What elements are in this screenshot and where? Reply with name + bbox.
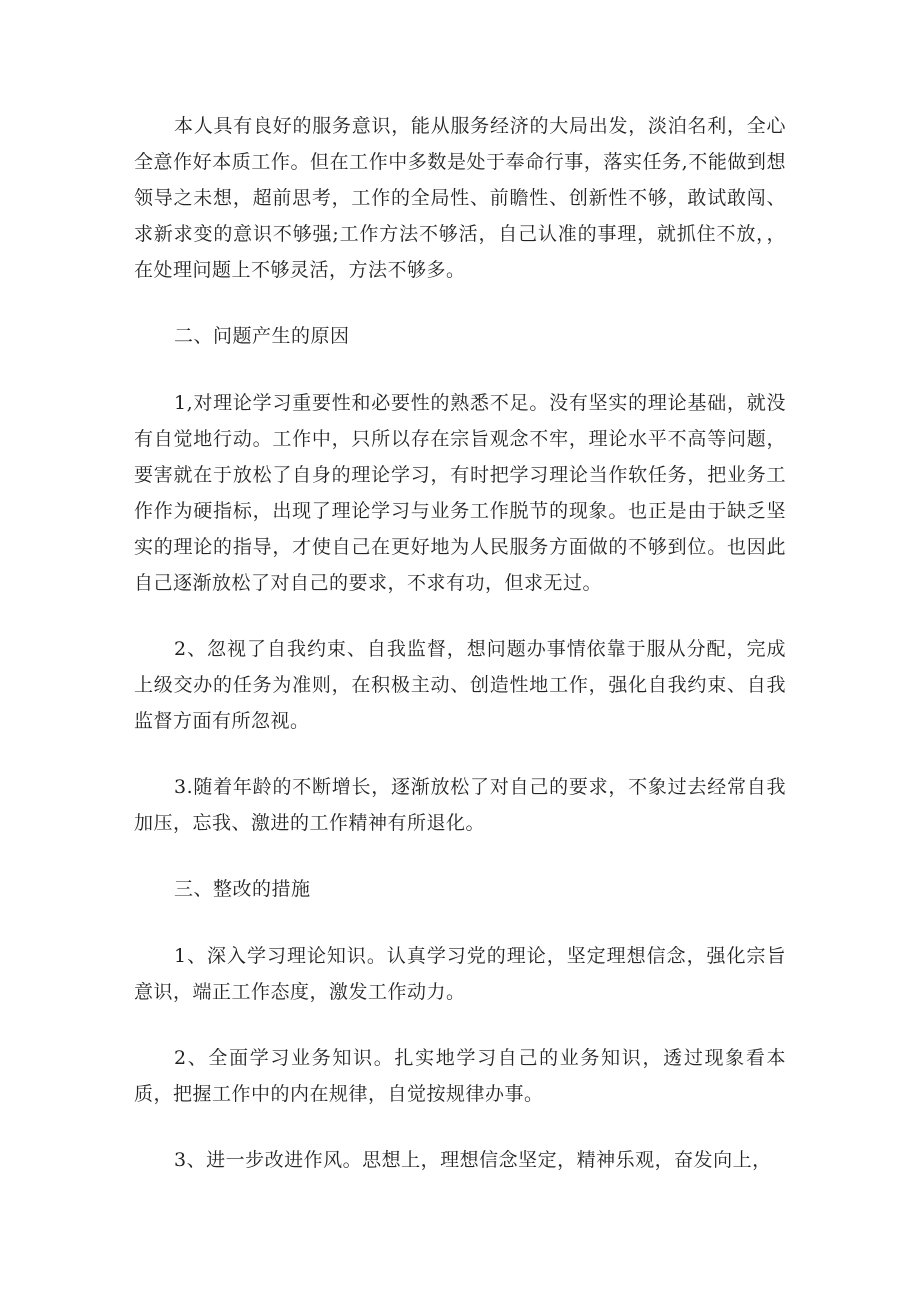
document-body [134,108,786,1178]
paragraph-measure-3: 3、进一步改进作风。思想上，理想信念坚定，精神乐观，奋发向上， [174,1149,772,1171]
section-heading-measures: 三、整改的措施 [174,878,311,900]
section-heading-causes: 二、问题产生的原因 [174,325,350,347]
paragraph-measure-2: 2、全面学习业务知识。扎实地学习自己的业务知识，透过现象看本质，把握工作中的内在规律，自觉按规律办事。 [134,1047,786,1105]
paragraph-measure-1: 1、深入学习理论知识。认真学习党的理论，坚定理想信念，强化宗旨意识，端正工作态度，激发工作动力。 [134,945,786,1003]
paragraph-cause-1: 1,对理论学习重要性和必要性的熟悉不足。没有坚实的理论基础，就没有自觉地行动。工作中，只所以存在宗旨观念不牢，理论水平不高等问题，要害就在于放松了自身的理论学习，有时把学习理论当作软任务，把业务工作作为硬指标，出现了理论学习与业务工作脱节的现象。也正是由于缺乏坚实的理论的指导，才使自己在更好地为人民服务方面做的不够到位。也因此自己逐渐放松了对自己的要求，不求有功，但求无过。 [134,392,786,594]
paragraph-cause-3: 3.随着年龄的不断增长，逐渐放松了对自己的要求，不象过去经常自我加压，忘我、激进的工作精神有所退化。 [134,776,786,834]
paragraph-service-awareness: 本人具有良好的服务意识，能从服务经济的大局出发，淡泊名利，全心全意作好本质工作。但在工作中多数是处于奉命行事，落实任务,不能做到想领导之未想，超前思考，工作的全局性、前瞻性、创新性不够，敢试敢闯、求新求变的意识不够强;工作方法不够活，自己认准的事理，就抓住不放，，在处理问题上不够灵活，方法不够多。 [134,115,786,281]
paragraph-cause-2: 2、忽视了自我约束、自我监督，想问题办事情依靠于服从分配，完成上级交办的任务为准则，在积极主动、创造性地工作，强化自我约束、自我监督方面有所忽视。 [134,638,786,732]
